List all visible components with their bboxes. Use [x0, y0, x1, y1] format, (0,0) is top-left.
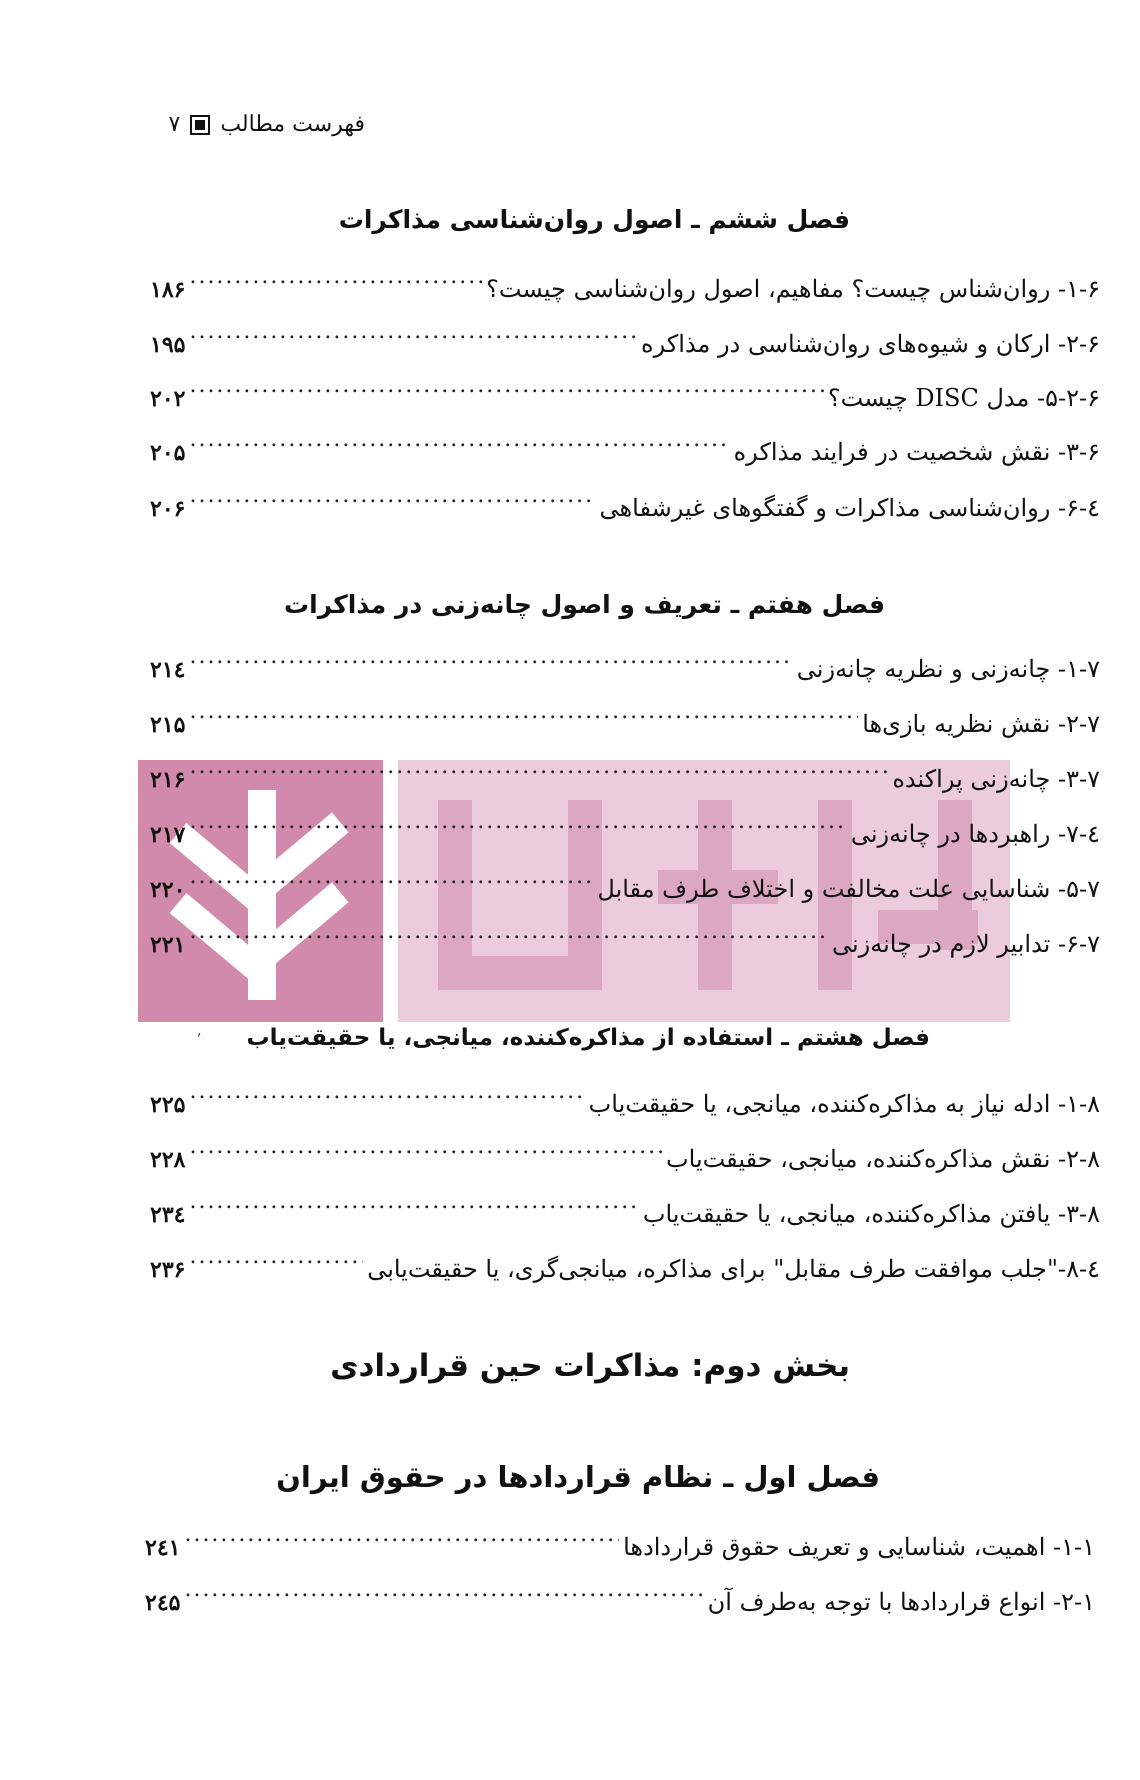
toc-entry[interactable] — [145, 1570, 1095, 1616]
toc-entry[interactable] — [150, 857, 1100, 903]
toc-entry-title: ۳-۷- چانه‌زنی پراکنده — [892, 765, 1100, 793]
toc-entry-title: ٤-۷- راهبردها در چانه‌زنی — [850, 820, 1100, 848]
toc-entry-page: ۲۰۵ — [150, 440, 186, 466]
toc-entry[interactable] — [150, 476, 1100, 522]
toc-entry-page: ۲۳٤ — [150, 1202, 186, 1228]
toc-entry-page: ۲۰۶ — [150, 496, 186, 522]
toc-entry-title: ۳-۸- یافتن مذاکره‌کننده، میانجی، یا حقیقت‌یاب — [642, 1200, 1100, 1228]
toc-entry-page: ۲٤۵ — [145, 1590, 181, 1616]
toc-entry-title: ۵-۲-۶- مدل DISC چیست؟ — [827, 384, 1100, 412]
dot-leader — [189, 420, 729, 460]
dot-leader — [189, 802, 846, 842]
toc-entry[interactable] — [150, 366, 1100, 412]
toc-entry-title: ۲-۷- نقش نظریه بازی‌ها — [862, 710, 1100, 738]
dot-leader — [189, 1072, 584, 1112]
toc-entry-title: ۳-۶- نقش شخصیت در فرایند مذاکره — [733, 438, 1100, 466]
toc-entry-page: ۲۲۵ — [150, 1092, 186, 1118]
toc-entry[interactable] — [150, 637, 1100, 683]
toc-entry-title: ۲-۶- ارکان و شیوه‌های روان‌شناسی در مذاکره — [641, 330, 1100, 358]
toc-entry-title: ۲-۸- نقش مذاکره‌کننده، میانجی، حقیقت‌یاب — [666, 1145, 1100, 1173]
toc-entry[interactable] — [150, 1237, 1100, 1283]
toc-entry-title: ۱-۸- ادله نیاز به مذاکره‌کننده، میانجی، یا حقیقت‌یاب — [588, 1090, 1100, 1118]
toc-entry[interactable] — [150, 312, 1100, 358]
toc-entry[interactable] — [150, 1127, 1100, 1173]
dot-leader — [189, 857, 593, 897]
stray-mark: ʼ — [196, 1030, 202, 1049]
toc-entry-title: ۱-۱- اهمیت، شناسایی و تعریف حقوق قراردادها — [623, 1533, 1095, 1561]
toc-entry[interactable] — [145, 1515, 1095, 1561]
toc-entry[interactable] — [150, 420, 1100, 466]
toc-entry-page: ۱۸۶ — [150, 277, 186, 303]
toc-entry-page: ۲۲۰ — [150, 877, 186, 903]
toc-entry[interactable] — [150, 912, 1100, 958]
toc-entry-title: ٤-۶- روان‌شناسی مذاکرات و گفتگوهای غیرشفاهی — [599, 494, 1100, 522]
toc-entry-title: ۱-۷- چانه‌زنی و نظریه چانه‌زنی — [796, 655, 1100, 683]
toc-entry-title: ۶-۷- تدابیر لازم در چانه‌زنی — [831, 930, 1100, 958]
toc-entry-page: ۲۱٤ — [150, 657, 186, 683]
toc-entry[interactable] — [150, 692, 1100, 738]
toc-entry[interactable] — [150, 1182, 1100, 1228]
toc-entry-page: ۲٤۱ — [145, 1535, 181, 1561]
toc-entry-page: ۲۱۶ — [150, 767, 186, 793]
dot-leader — [189, 476, 595, 516]
dot-leader — [189, 312, 637, 352]
dot-leader — [189, 1237, 363, 1277]
dot-leader — [184, 1570, 703, 1610]
toc-entry[interactable] — [150, 1072, 1100, 1118]
chapter-6-title: فصل ششم ـ اصول روان‌شناسی مذاکرات — [338, 205, 850, 234]
dot-leader — [189, 692, 858, 732]
toc-entry-page: ۲۱۵ — [150, 712, 186, 738]
toc-entry-title: ۵-۷- شناسایی علت مخالفت و اختلاف طرف مقابل — [597, 875, 1100, 903]
dot-leader — [189, 1127, 662, 1167]
chapter-7-title: فصل هفتم ـ تعریف و اصول چانه‌زنی در مذاکرات — [284, 590, 885, 619]
toc-entry-page: ۲۲۱ — [150, 932, 186, 958]
running-header — [169, 112, 366, 137]
toc-entry-page: ۲۳۶ — [150, 1257, 186, 1283]
toc-entry-page: ۲۲۸ — [150, 1147, 186, 1173]
toc-entry-title: ۲-۱- انواع قراردادها با توجه به‌طرف آن — [707, 1588, 1095, 1616]
dot-leader — [189, 366, 823, 406]
dot-leader — [189, 1182, 638, 1222]
running-header-title: فهرست مطالب — [220, 112, 365, 137]
toc-entry[interactable] — [150, 747, 1100, 793]
running-header-page-number: ۷ — [168, 112, 181, 137]
toc-entry[interactable] — [150, 257, 1100, 303]
dot-leader — [184, 1515, 619, 1555]
dot-leader — [189, 257, 482, 297]
square-bullet-icon — [190, 115, 210, 135]
dot-leader — [189, 912, 828, 952]
toc-entry-page: ۲۱۷ — [150, 822, 186, 848]
part-two-title: بخش دوم: مذاکرات حین قراردادی — [330, 1348, 850, 1384]
dot-leader — [189, 747, 888, 787]
toc-entry[interactable] — [150, 802, 1100, 848]
toc-entry-title: ۱-۶- روان‌شناس چیست؟ مفاهیم، اصول روان‌شناسی چیست؟ — [486, 275, 1100, 303]
chapter-8-title: فصل هشتم ـ استفاده از مذاکره‌کننده، میانجی، یا حقیقت‌یاب — [246, 1025, 930, 1051]
dot-leader — [189, 637, 792, 677]
toc-entry-page: ۱۹۵ — [150, 332, 186, 358]
toc-entry-page: ۲۰۲ — [150, 386, 186, 412]
toc-entry-title: ٤-۸-"جلب موافقت طرف مقابل" برای مذاکره، میانجی‌گری، یا حقیقت‌یابی — [367, 1255, 1100, 1283]
part-two-chapter-1-title: فصل اول ـ نظام قراردادها در حقوق ایران — [276, 1460, 880, 1494]
